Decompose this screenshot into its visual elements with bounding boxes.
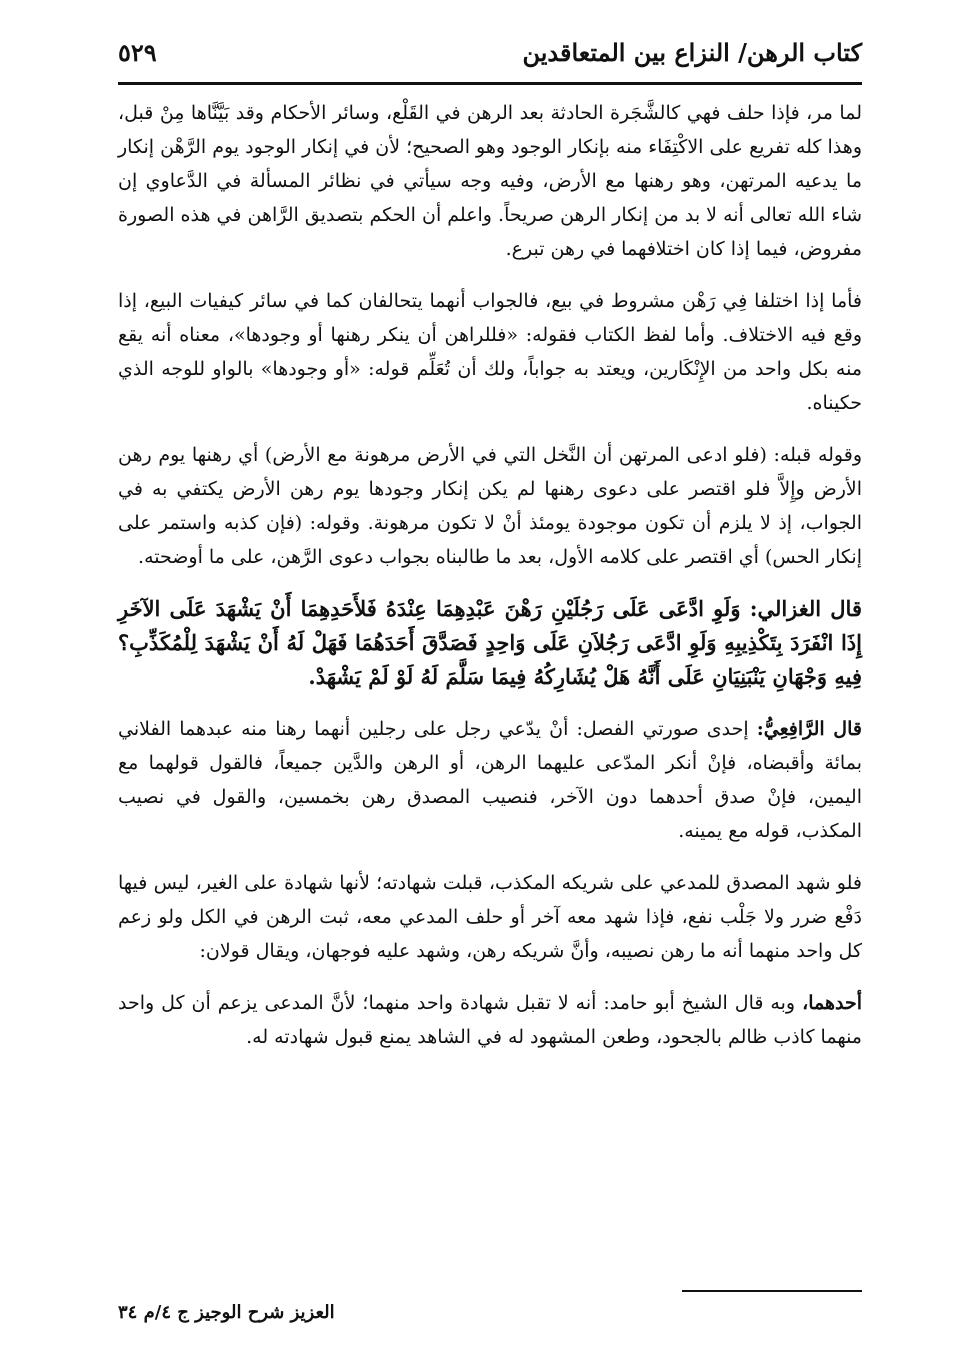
paragraph-text: إحدى صورتي الفصل: أنْ يدّعي رجل على رجلين أنهما رهنا منه عبدهما الفلاني بمائة وأقبضاه، فإنْ أنكر المدّعى عليهما الرهن، أو الرهن والدَّين جميعاً، فالقول قولهما مع اليمين، فإنْ صدق أحدهما دون الآخر، فنصيب المصدق رهن بخمسين، والقول في نصيب المكذب، قوله مع يمينه. bbox=[118, 718, 862, 842]
page-footer bbox=[118, 1290, 862, 1323]
paragraph-text: وقوله قبله: (فلو ادعى المرتهن أن النَّخل التي في الأرض مرهونة مع الأرض) أي رهنها يوم رهن الأرض وإِلاَّ فلو اقتصر على دعوى رهنها لم يكن إنكار وجودها يوم رهن الأرض يكتفي به في الجواب، إذ لا يلزم أن تكون موجودة يومئذ أنْ لا تكون مرهونة. وقوله: (فإن كذبه واستمر على إنكار الحس) أي اقتصر على كلامه الأول، بعد ما طالبناه بجواب دعوى الرَّهن، على ما أوضحته. bbox=[118, 444, 862, 568]
paragraph-text: وبه قال الشيخ أبو حامد: أنه لا تقبل شهادة واحد منهما؛ لأنَّ المدعى يزعم أن كل واحد منهما كاذب ظالم بالجحود، وطعن المشهود له في الشاهد يمنع قبول شهادته له. bbox=[118, 992, 862, 1048]
speaker-label: قال الرَّافِعِيُّ: bbox=[756, 718, 862, 740]
body-text bbox=[118, 96, 862, 1072]
ghazali-quote bbox=[118, 592, 862, 694]
paragraph bbox=[118, 712, 862, 848]
page-number: ٥٢٩ bbox=[118, 38, 157, 67]
paragraph bbox=[118, 866, 862, 968]
speaker-label: قال الغزالي: bbox=[749, 596, 862, 621]
paragraph-text: فلو شهد المصدق للمدعي على شريكه المكذب، قبلت شهادته؛ لأنها شهادة على الغير، ليس فيها دَفْع ضرر ولا جَلْب نفع، فإذا شهد معه آخر أو حلف المدعي معه، ثبت الرهن في الكل ولو زعم كل واحد منهما أنه ما رهن نصيبه، وأنَّ شريكه رهن، وشهد عليه فوجهان، ويقال قولان: bbox=[118, 872, 862, 962]
page-header bbox=[118, 32, 862, 85]
footer-rule bbox=[682, 1290, 862, 1292]
volume-signature: العزيز شرح الوجيز ج ٤/م ٣٤ bbox=[118, 1302, 335, 1323]
quote-text: وَلَوِ ادَّعَى عَلَى رَجُلَيْنِ رَهْنَ عَبْدِهِمَا عِنْدَهُ فَلأَحَدِهِمَا أَنْ يَشْهَدَ عَلَى الآخَرِ إِذَا انْفَرَدَ بِتَكْذِيبِهِ وَلَوِ ادَّعَى رَجُلاَنِ عَلَى وَاحِدٍ فَصَدَّقَ أَحَدَهُمَا فَهَلْ لَهُ أَنْ يَشْهَدَ لِلْمُكَذِّبِ؟ فِيهِ وَجْهَانِ يَنْبَنِيَانِ عَلَى أَنَّهُ هَلْ يُشَارِكُهُ فِيمَا سَلَّمَ لَهُ لَوْ لَمْ يَشْهَدْ. bbox=[118, 596, 862, 689]
paragraph-lead: أحدهما، bbox=[802, 992, 863, 1014]
running-title: كتاب الرهن/ النزاع بين المتعاقدين bbox=[522, 38, 862, 67]
paragraph-text: فأما إذا اختلفا فِي رَهْن مشروط في بيع، فالجواب أنهما يتحالفان كما في سائر كيفيات البيع، إذا وقع فيه الاختلاف. وأما لفظ الكتاب فقوله: «فللراهن أن ينكر رهنها أو وجودها»، معناه أنه يقع منه بكل واحد من الإِنْكَارين، ويعتد به جواباً، ولك أن تُعَلِّم قوله: «أو وجودها» بالواو للوجه الذي حكيناه. bbox=[118, 290, 862, 414]
paragraph bbox=[118, 438, 862, 574]
paragraph bbox=[118, 986, 862, 1054]
paragraph bbox=[118, 284, 862, 420]
paragraph bbox=[118, 96, 862, 266]
paragraph-text: لما مر، فإذا حلف فهي كالشَّجَرة الحادثة بعد الرهن في القَلْع، وسائر الأحكام وقد بَيَّنَّاها مِنْ قبل، وهذا كله تفريع على الاكْتِفَاء منه بإنكار الوجود وهو الصحيح؛ لأن في إنكار الوجود يوم الرَّهْن إنكار ما يدعيه المرتهن، وهو رهنها مع الأرض، وفيه وجه سيأتي في نظائر المسألة في الدَّعاوي إن شاء الله تعالى أنه لا بد من إنكار الرهن صريحاً. واعلم أن الحكم بتصديق الرَّاهن في هذه الصورة مفروض، فيما إذا كان اختلافهما في رهن تبرع. bbox=[118, 102, 862, 260]
